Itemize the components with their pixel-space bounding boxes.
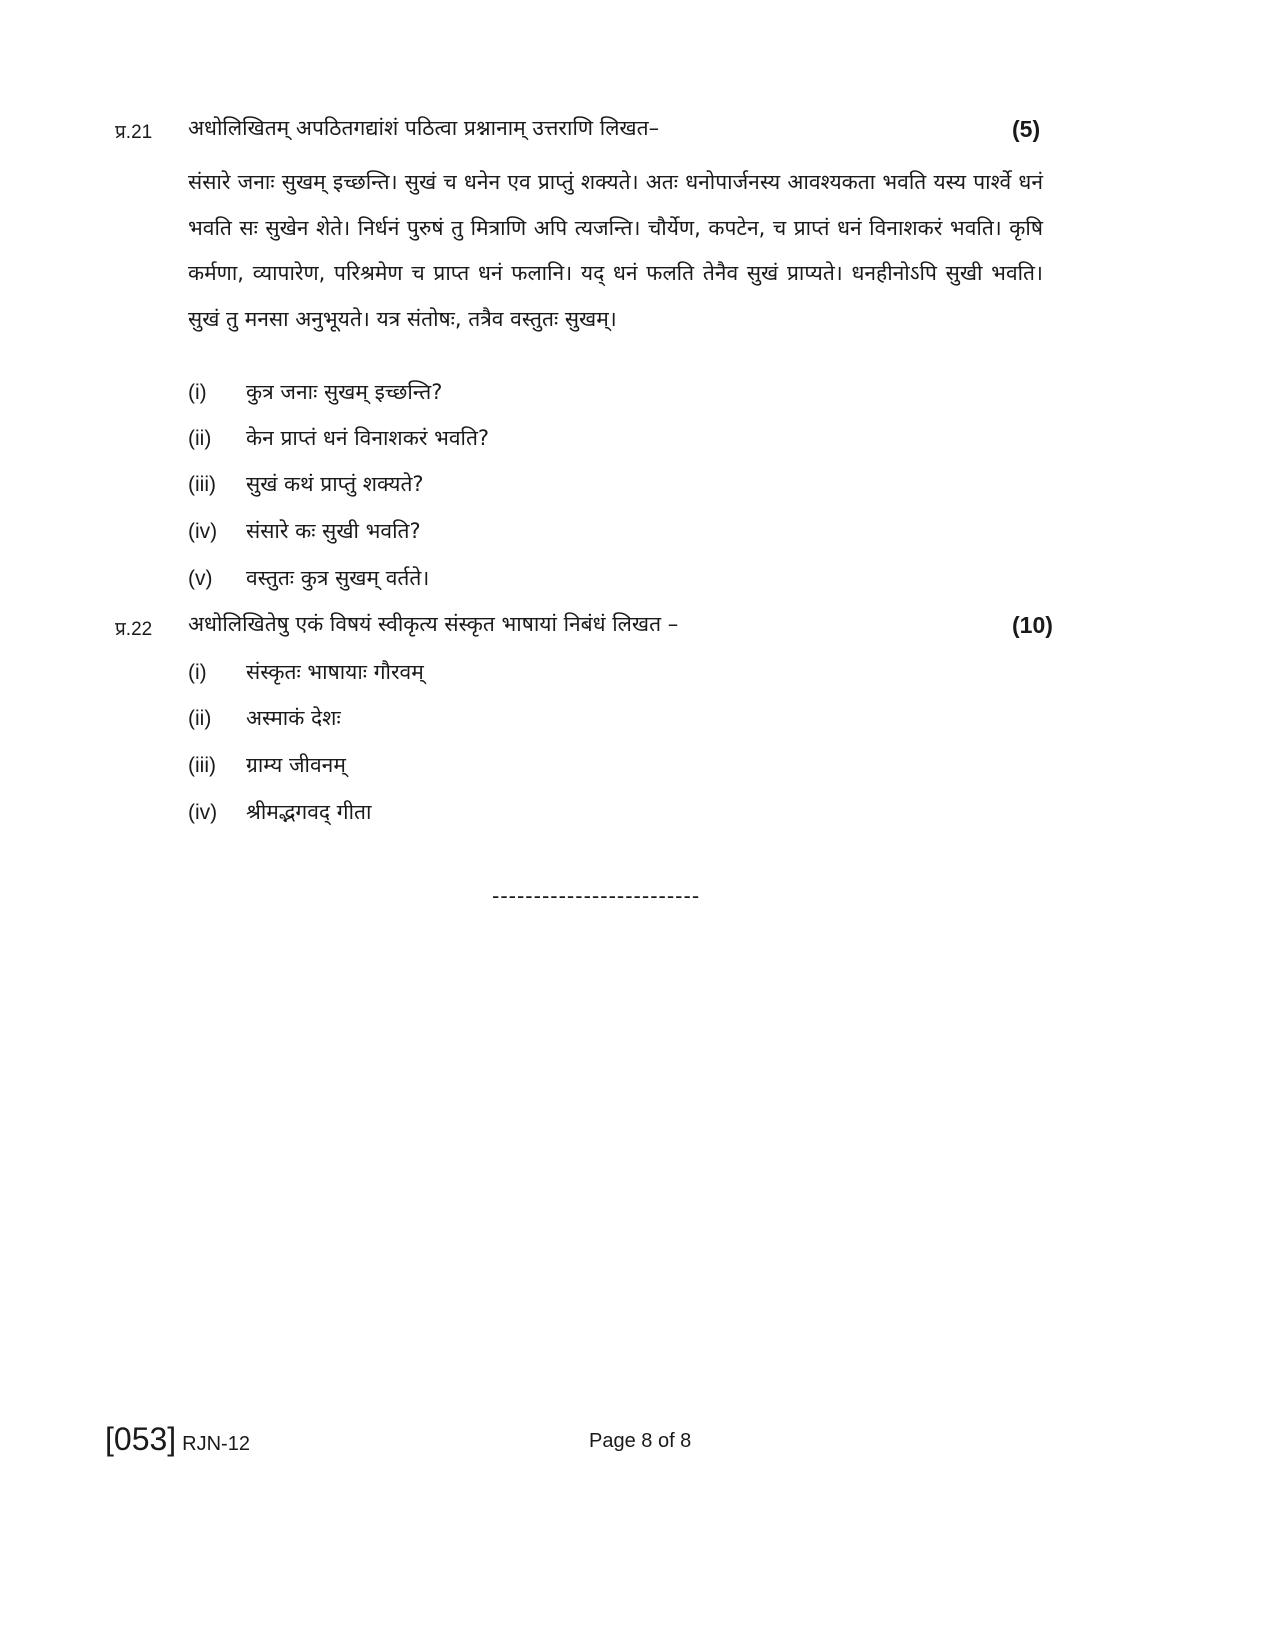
question-21-item [188, 517, 421, 545]
item-text: केन प्राप्तं धनं विनाशकरं भवति? [246, 426, 490, 450]
essay-topic [188, 798, 371, 826]
paper-code-number: [053] [105, 1421, 177, 1457]
item-text: वस्तुतः कुत्र सुखम् वर्तते। [246, 566, 430, 590]
topic-number: (ii) [188, 707, 212, 730]
item-number: (ii) [188, 427, 212, 450]
item-text: संसारे कः सुखी भवति? [246, 519, 421, 543]
item-text: कुत्र जनाः सुखम् इच्छन्ति? [246, 380, 443, 404]
question-21-item [188, 424, 489, 452]
topic-text: श्रीमद्भगवद् गीता [246, 800, 372, 824]
question-21-instruction: अधोलिखितम् अपठितगद्यांशं पठित्वा प्रश्नानाम् उत्तराणि लिखत– [188, 116, 660, 140]
topic-text: अस्माकं देशः [246, 706, 341, 730]
topic-text: संस्कृतः भाषायाः गौरवम् [246, 660, 424, 684]
topic-number: (iii) [188, 754, 216, 777]
paper-series: RJN-12 [182, 1433, 250, 1455]
item-number: (i) [188, 381, 207, 404]
item-number: (iv) [188, 520, 218, 543]
end-separator: ------------------------- [492, 883, 701, 908]
topic-number: (i) [188, 661, 207, 684]
page-number: Page 8 of 8 [589, 1430, 692, 1452]
unseen-passage: संसारे जनाः सुखम् इच्छन्ति। सुखं च धनेन एव प्राप्तुं शक्यते। अतः धनोपार्जनस्य आवश्यकता भवति यस्य पार्श्वे धनं भवति सः सुखेन शेते। निर्धनं पुरुषं तु मित्राणि अपि त्यजन्ति। चौर्येण, कपटेन, च प्राप्तं धनं विनाशकरं भवति। कृषि कर्मणा, व्यापारेण, परिश्रमेण च प्राप्त धनं फलानि। यद् धनं फलति तेनैव सुखं प्राप्यते। धनहीनोऽपि सुखी भवति। सुखं तु मनसा अनुभूयते। यत्र संतोषः, तत्रैव वस्तुतः सुखम्। [188, 170, 1043, 331]
question-number-22: प्र.22 [115, 619, 153, 640]
item-text: सुखं कथं प्राप्तुं शक्यते? [246, 472, 424, 496]
topic-text: ग्राम्य जीवनम् [246, 753, 346, 777]
essay-topic [188, 751, 346, 779]
essay-topic [188, 658, 424, 686]
item-number: (v) [188, 567, 213, 590]
question-number-21: प्र.21 [115, 122, 153, 143]
question-21-item [188, 470, 424, 498]
topic-number: (iv) [188, 801, 218, 824]
item-number: (iii) [188, 473, 216, 496]
question-21-item [188, 564, 429, 592]
paper-code [105, 1421, 250, 1458]
question-22-marks: (10) [1012, 612, 1053, 638]
question-21-marks: (5) [1012, 116, 1041, 142]
essay-topic [188, 704, 341, 732]
question-22-instruction: अधोलिखितेषु एकं विषयं स्वीकृत्य संस्कृत भाषायां निबंधं लिखत – [188, 612, 679, 636]
question-21-item [188, 378, 442, 406]
